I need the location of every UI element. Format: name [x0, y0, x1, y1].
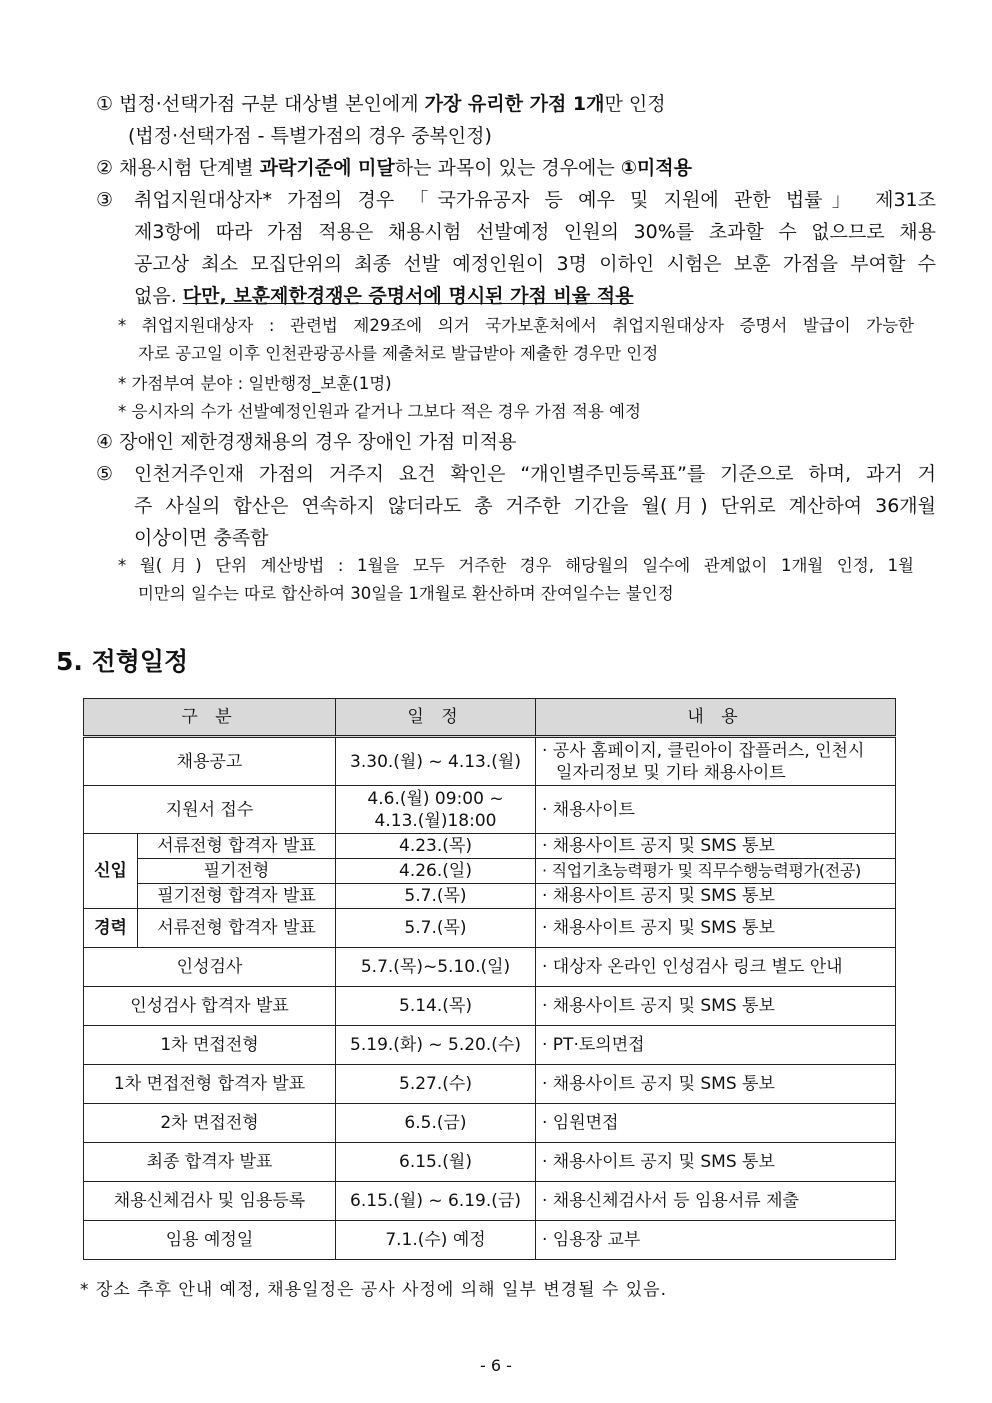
condition-5-line3: 이상이면 충족함: [134, 527, 269, 549]
row-content-line: 일자리정보 및 기타 채용사이트: [556, 762, 786, 783]
row-label: 서류전형 합격자 발표: [138, 834, 336, 859]
condition-1-line2: (법정·선택가점 - 특별가점의 경우 중복인정): [128, 125, 492, 147]
row-label: 1차 면접전형 합격자 발표: [84, 1065, 336, 1104]
row-content: · 채용사이트 공지 및 SMS 통보: [536, 987, 896, 1026]
row-label: 채용신체검사 및 임용등록: [84, 1182, 336, 1221]
row-label: 임용 예정일: [84, 1221, 336, 1260]
row-date: 6.15.(월): [336, 1143, 536, 1182]
condition-number: ⑤: [96, 463, 114, 485]
row-date: 6.5.(금): [336, 1104, 536, 1143]
row-date-line: 4.13.(월)18:00: [374, 810, 497, 831]
condition-3-line1: 취업지원대상자* 가점의 경우 「국가유공자 등 예우 및 지원에 관한 법률」 제31조: [134, 189, 936, 211]
row-date: 5.7.(목): [336, 884, 536, 909]
row-label: 2차 면접전형: [84, 1104, 336, 1143]
table-row: [84, 884, 896, 909]
row-content: · 채용사이트 공지 및 SMS 통보: [536, 1143, 896, 1182]
row-label: 인성검사: [84, 948, 336, 987]
group-new-hire: 신입: [84, 834, 138, 909]
table-row: [84, 859, 896, 884]
row-label: 서류전형 합격자 발표: [138, 909, 336, 948]
table-row: [84, 1143, 896, 1182]
row-date: 4.26.(일): [336, 859, 536, 884]
row-content: · 채용사이트 공지 및 SMS 통보: [536, 834, 896, 859]
row-content: · 채용사이트 공지 및 SMS 통보: [536, 909, 896, 948]
condition-text: 채용시험 단계별: [119, 157, 260, 179]
schedule-footnote: * 장소 추후 안내 예정, 채용일정은 공사 사정에 의해 일부 변경될 수 있음.: [80, 1280, 667, 1300]
row-content: · 채용사이트 공지 및 SMS 통보: [536, 884, 896, 909]
row-date: 7.1.(수) 예정: [336, 1221, 536, 1260]
row-date: 5.7.(목): [336, 909, 536, 948]
row-label: 채용공고: [84, 737, 336, 786]
condition-text: 만 인정: [604, 93, 666, 115]
row-label: 필기전형 합격자 발표: [138, 884, 336, 909]
row-date: 6.15.(월) ~ 6.19.(금): [336, 1182, 536, 1221]
condition-number: ③: [96, 189, 114, 211]
row-content: · 채용사이트: [536, 786, 896, 834]
condition-3-line3: 공고상 최소 모집단위의 최종 선발 예정인원이 3명 이하인 시험은 보훈 가점을 부여할 수: [134, 253, 936, 275]
header-date: 일 정: [336, 699, 536, 737]
note-3: * 응시자의 수가 선발예정인원과 같거나 그보다 적은 경우 가점 적용 예정: [118, 402, 641, 421]
table-row: [84, 1026, 896, 1065]
condition-number: ①: [96, 93, 114, 115]
condition-number: ②: [96, 157, 114, 179]
condition-3-line2: 제3항에 따라 가점 적용은 채용시험 선발예정 인원의 30%를 초과할 수 없으므로 채용: [134, 221, 936, 243]
row-label: 인성검사 합격자 발표: [84, 987, 336, 1026]
condition-3-line4: [134, 280, 634, 312]
condition-1: [96, 88, 666, 120]
note-4-line1: * 월(月) 단위 계산방법 : 1월을 모두 거주한 경우 해당월의 일수에 관계없이 1개월 인정, 1월: [118, 556, 914, 575]
row-date-line: 4.6.(월) 09:00 ~: [367, 788, 504, 809]
schedule-table: [83, 698, 896, 1260]
condition-text: 없음.: [134, 285, 183, 307]
table-row: [84, 948, 896, 987]
table-header-row: [84, 699, 896, 737]
row-date: 4.23.(목): [336, 834, 536, 859]
row-date: 5.14.(목): [336, 987, 536, 1026]
condition-4: [96, 426, 516, 458]
row-content: · 채용사이트 공지 및 SMS 통보: [536, 1065, 896, 1104]
table-row: [84, 834, 896, 859]
table-row: [84, 909, 896, 948]
row-content: · PT·토의면접: [536, 1026, 896, 1065]
condition-emphasis: ①미적용: [620, 157, 692, 179]
table-row: [84, 1221, 896, 1260]
row-content: · 직업기초능력평가 및 직무수행능력평가(전공): [536, 859, 896, 884]
condition-text: 하는 과목이 있는 경우에는: [394, 157, 621, 179]
header-content: 내 용: [536, 699, 896, 737]
condition-underlined-emphasis: 다만, 보훈제한경쟁은 증명서에 명시된 가점 비율 적용: [182, 285, 634, 307]
table-row: [84, 1065, 896, 1104]
header-category: 구 분: [84, 699, 336, 737]
row-content: · 대상자 온라인 인성검사 링크 별도 안내: [536, 948, 896, 987]
row-label: 1차 면접전형: [84, 1026, 336, 1065]
table-row: [84, 1104, 896, 1143]
row-content: · 임원면접: [536, 1104, 896, 1143]
condition-text: 장애인 제한경쟁채용의 경우 장애인 가점 미적용: [119, 431, 517, 453]
row-content: · 임용장 교부: [536, 1221, 896, 1260]
table-row: [84, 786, 896, 834]
condition-emphasis: 가장 유리한 가점 1개: [424, 93, 605, 115]
note-1-line1: * 취업지원대상자 : 관련법 제29조에 의거 국가보훈처에서 취업지원대상자 증명서 발급이 가능한: [118, 316, 914, 335]
note-1-line2: 자로 공고일 이후 인천관광공사를 제출처로 발급받아 제출한 경우만 인정: [138, 344, 659, 363]
row-content-line: · 공사 홈페이지, 클린아이 잡플러스, 인천시: [542, 740, 865, 761]
condition-2: [96, 152, 692, 184]
row-date: 5.27.(수): [336, 1065, 536, 1104]
note-4-line2: 미만의 일수는 따로 합산하여 30일을 1개월로 환산하며 잔여일수는 불인정: [138, 584, 674, 603]
row-label: 필기전형: [138, 859, 336, 884]
row-label: 최종 합격자 발표: [84, 1143, 336, 1182]
table-row: [84, 1182, 896, 1221]
row-content: [536, 737, 896, 786]
row-date: 5.19.(화) ~ 5.20.(수): [336, 1026, 536, 1065]
condition-emphasis: 과락기준에 미달: [259, 157, 395, 179]
condition-5: [96, 458, 113, 490]
condition-number: ④: [96, 431, 114, 453]
row-content: · 채용신체검사서 등 임용서류 제출: [536, 1182, 896, 1221]
group-experienced: 경력: [84, 909, 138, 948]
row-date: 3.30.(월) ~ 4.13.(월): [336, 737, 536, 786]
table-row: [84, 737, 896, 786]
note-2: * 가점부여 분야 : 일반행정_보훈(1명): [118, 374, 392, 393]
section-title: 5. 전형일정: [56, 647, 189, 676]
page-number: - 6 -: [480, 1356, 512, 1375]
row-label: 지원서 접수: [84, 786, 336, 834]
condition-text: 법정·선택가점 구분 대상별 본인에게: [119, 93, 425, 115]
row-date: [336, 786, 536, 834]
row-date: 5.7.(목)~5.10.(일): [336, 948, 536, 987]
table-row: [84, 987, 896, 1026]
condition-3: [96, 184, 113, 216]
condition-5-line2: 주 사실의 합산은 연속하지 않더라도 총 거주한 기간을 월(月) 단위로 계산하여 36개월: [134, 495, 936, 517]
condition-5-line1: 인천거주인재 가점의 거주지 요건 확인은 “개인별주민등록표”를 기준으로 하며, 과거 거: [134, 463, 936, 485]
